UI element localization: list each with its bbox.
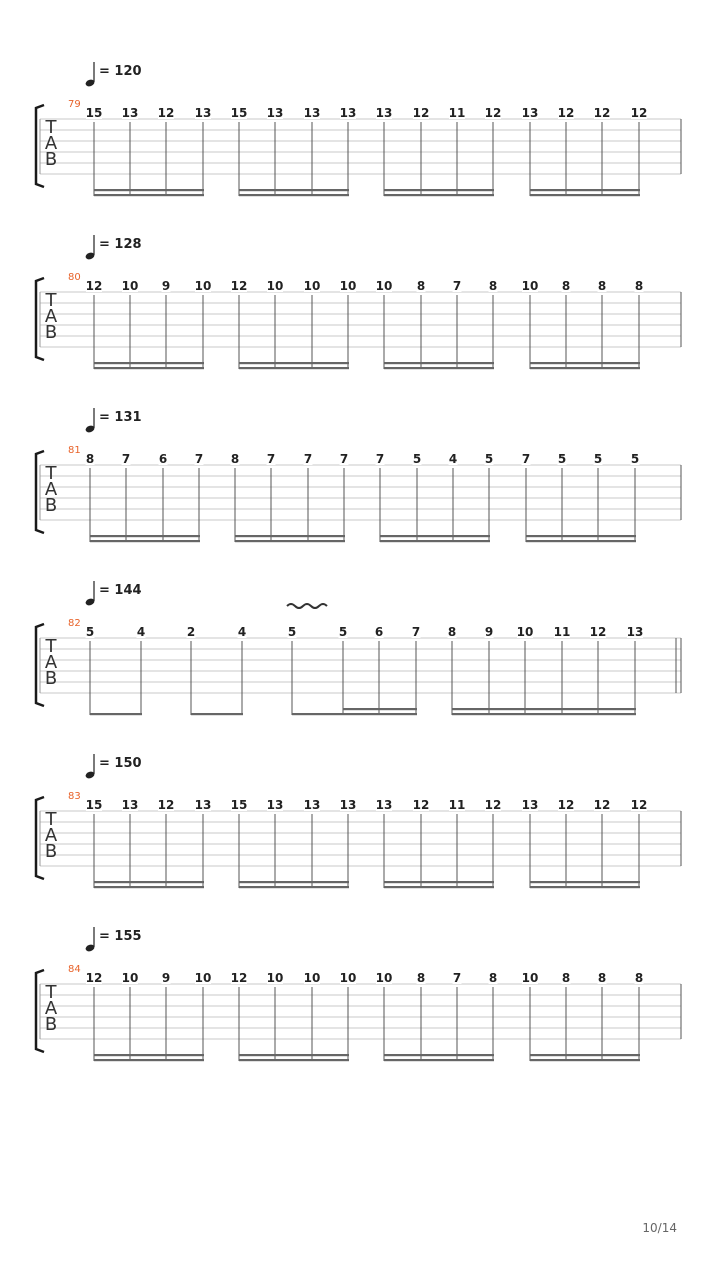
beam	[235, 540, 345, 542]
vibrato-icon	[287, 604, 327, 608]
beam	[94, 194, 204, 196]
beam	[90, 540, 200, 542]
tab-clef-letter: B	[44, 322, 58, 343]
tempo-marking: = 150	[99, 756, 142, 771]
fret-number: 7	[303, 452, 313, 466]
fret-number: 8	[561, 279, 571, 293]
tab-system	[36, 581, 681, 715]
fret-number: 13	[339, 798, 357, 812]
fret-number: 11	[553, 625, 571, 639]
beam	[530, 367, 640, 369]
tempo-marking: = 155	[99, 929, 142, 944]
fret-number: 9	[161, 279, 171, 293]
fret-number: 7	[339, 452, 349, 466]
fret-number: 13	[521, 798, 539, 812]
tab-system	[36, 927, 681, 1061]
beam	[239, 1059, 349, 1061]
fret-number: 13	[303, 798, 321, 812]
fret-number: 15	[85, 798, 103, 812]
tab-clef-letter: A	[44, 133, 58, 154]
fret-number: 5	[85, 625, 95, 639]
fret-number: 12	[412, 106, 430, 120]
fret-number: 8	[416, 971, 426, 985]
fret-number: 7	[375, 452, 385, 466]
tab-clef-letter: A	[44, 825, 58, 846]
fret-number: 5	[412, 452, 422, 466]
beam	[384, 881, 494, 883]
fret-number: 8	[488, 971, 498, 985]
beam	[384, 189, 494, 191]
measure-number: 79	[68, 99, 81, 110]
beam	[530, 881, 640, 883]
fret-number: 13	[194, 106, 212, 120]
fret-number: 15	[230, 106, 248, 120]
tab-clef-letter: A	[44, 652, 58, 673]
fret-number: 8	[634, 971, 644, 985]
fret-number: 10	[516, 625, 534, 639]
fret-number: 8	[597, 971, 607, 985]
beam	[239, 881, 349, 883]
beam	[384, 367, 494, 369]
fret-number: 15	[230, 798, 248, 812]
fret-number: 10	[121, 279, 139, 293]
beam	[452, 713, 636, 715]
fret-number: 7	[452, 971, 462, 985]
fret-number: 12	[630, 798, 648, 812]
fret-number: 6	[374, 625, 384, 639]
fret-number: 13	[375, 798, 393, 812]
beam	[94, 1054, 204, 1056]
beam	[90, 535, 200, 537]
beam	[239, 362, 349, 364]
beam	[530, 886, 640, 888]
tab-clef-letter: A	[44, 306, 58, 327]
beam	[292, 713, 417, 715]
beam	[526, 540, 636, 542]
fret-number: 10	[266, 279, 284, 293]
fret-number: 11	[448, 106, 466, 120]
beam	[239, 1054, 349, 1056]
fret-number: 8	[561, 971, 571, 985]
beam	[94, 1059, 204, 1061]
beam	[94, 189, 204, 191]
fret-number: 8	[488, 279, 498, 293]
tab-clef-letter: B	[44, 149, 58, 170]
fret-number: 12	[557, 106, 575, 120]
beam	[239, 189, 349, 191]
tab-system	[36, 62, 681, 196]
fret-number: 8	[447, 625, 457, 639]
tab-system	[36, 235, 681, 369]
beam	[239, 367, 349, 369]
beam	[530, 1059, 640, 1061]
tab-clef-letter: B	[44, 841, 58, 862]
tab-clef-letter: A	[44, 998, 58, 1019]
beam	[191, 713, 243, 715]
fret-number: 10	[303, 971, 321, 985]
tab-clef-letter: B	[44, 1014, 58, 1035]
fret-number: 10	[521, 279, 539, 293]
measure-number: 84	[68, 964, 81, 975]
fret-number: 7	[194, 452, 204, 466]
fret-number: 12	[85, 971, 103, 985]
fret-number: 5	[484, 452, 494, 466]
beam	[235, 535, 345, 537]
fret-number: 8	[597, 279, 607, 293]
fret-number: 12	[85, 279, 103, 293]
fret-number: 13	[626, 625, 644, 639]
beam	[94, 886, 204, 888]
beam	[90, 713, 142, 715]
fret-number: 12	[230, 279, 248, 293]
fret-number: 6	[158, 452, 168, 466]
fret-number: 10	[121, 971, 139, 985]
fret-number: 5	[338, 625, 348, 639]
fret-number: 12	[557, 798, 575, 812]
fret-number: 8	[85, 452, 95, 466]
fret-number: 13	[339, 106, 357, 120]
beam	[380, 535, 490, 537]
beam	[94, 367, 204, 369]
fret-number: 7	[121, 452, 131, 466]
fret-number: 9	[161, 971, 171, 985]
measure-number: 81	[68, 445, 81, 456]
fret-number: 10	[266, 971, 284, 985]
measure-number: 80	[68, 272, 81, 283]
page-number: 10/14	[642, 1221, 677, 1235]
fret-number: 8	[230, 452, 240, 466]
tempo-marking: = 128	[99, 237, 142, 252]
fret-number: 5	[593, 452, 603, 466]
tempo-marking: = 144	[99, 583, 142, 598]
tab-clef-letter: B	[44, 668, 58, 689]
beam	[530, 362, 640, 364]
beam	[384, 362, 494, 364]
fret-number: 13	[303, 106, 321, 120]
beam	[94, 362, 204, 364]
fret-number: 5	[557, 452, 567, 466]
fret-number: 5	[630, 452, 640, 466]
measure-number: 83	[68, 791, 81, 802]
fret-number: 13	[121, 798, 139, 812]
fret-number: 7	[266, 452, 276, 466]
fret-number: 10	[194, 971, 212, 985]
beam	[239, 886, 349, 888]
beam	[94, 881, 204, 883]
fret-number: 13	[266, 798, 284, 812]
fret-number: 13	[266, 106, 284, 120]
tab-clef-letter: T	[45, 636, 57, 657]
tab-clef-letter: T	[45, 290, 57, 311]
measure-number: 82	[68, 618, 81, 629]
fret-number: 10	[375, 971, 393, 985]
fret-number: 10	[303, 279, 321, 293]
fret-number: 12	[230, 971, 248, 985]
fret-number: 5	[287, 625, 297, 639]
fret-number: 10	[339, 971, 357, 985]
fret-number: 7	[411, 625, 421, 639]
fret-number: 8	[416, 279, 426, 293]
fret-number: 2	[186, 625, 196, 639]
beam	[384, 194, 494, 196]
tempo-marking: = 131	[99, 410, 142, 425]
fret-number: 12	[593, 798, 611, 812]
beam	[380, 540, 490, 542]
beam	[530, 1054, 640, 1056]
fret-number: 13	[375, 106, 393, 120]
fret-number: 12	[593, 106, 611, 120]
tab-clef-letter: T	[45, 117, 57, 138]
fret-number: 13	[121, 106, 139, 120]
fret-number: 10	[521, 971, 539, 985]
fret-number: 12	[630, 106, 648, 120]
fret-number: 12	[157, 106, 175, 120]
tab-clef-letter: T	[45, 463, 57, 484]
fret-number: 15	[85, 106, 103, 120]
fret-number: 4	[237, 625, 247, 639]
beam	[530, 194, 640, 196]
beam	[384, 1054, 494, 1056]
tempo-marking: = 120	[99, 64, 142, 79]
fret-number: 12	[484, 106, 502, 120]
tab-clef-letter: T	[45, 982, 57, 1003]
fret-number: 12	[589, 625, 607, 639]
fret-number: 9	[484, 625, 494, 639]
fret-number: 12	[484, 798, 502, 812]
fret-number: 8	[634, 279, 644, 293]
fret-number: 11	[448, 798, 466, 812]
fret-number: 13	[194, 798, 212, 812]
beam	[526, 535, 636, 537]
tab-system	[36, 754, 681, 888]
fret-number: 4	[448, 452, 458, 466]
tab-clef-letter: B	[44, 495, 58, 516]
tab-clef-letter: T	[45, 809, 57, 830]
fret-number: 10	[375, 279, 393, 293]
beam	[343, 708, 417, 710]
tab-system	[36, 408, 681, 542]
fret-number: 7	[521, 452, 531, 466]
fret-number: 4	[136, 625, 146, 639]
fret-number: 13	[521, 106, 539, 120]
beam	[452, 708, 636, 710]
fret-number: 10	[194, 279, 212, 293]
beam	[239, 194, 349, 196]
beam	[530, 189, 640, 191]
beam	[384, 886, 494, 888]
tab-clef-letter: A	[44, 479, 58, 500]
fret-number: 10	[339, 279, 357, 293]
beam	[384, 1059, 494, 1061]
fret-number: 7	[452, 279, 462, 293]
fret-number: 12	[157, 798, 175, 812]
fret-number: 12	[412, 798, 430, 812]
